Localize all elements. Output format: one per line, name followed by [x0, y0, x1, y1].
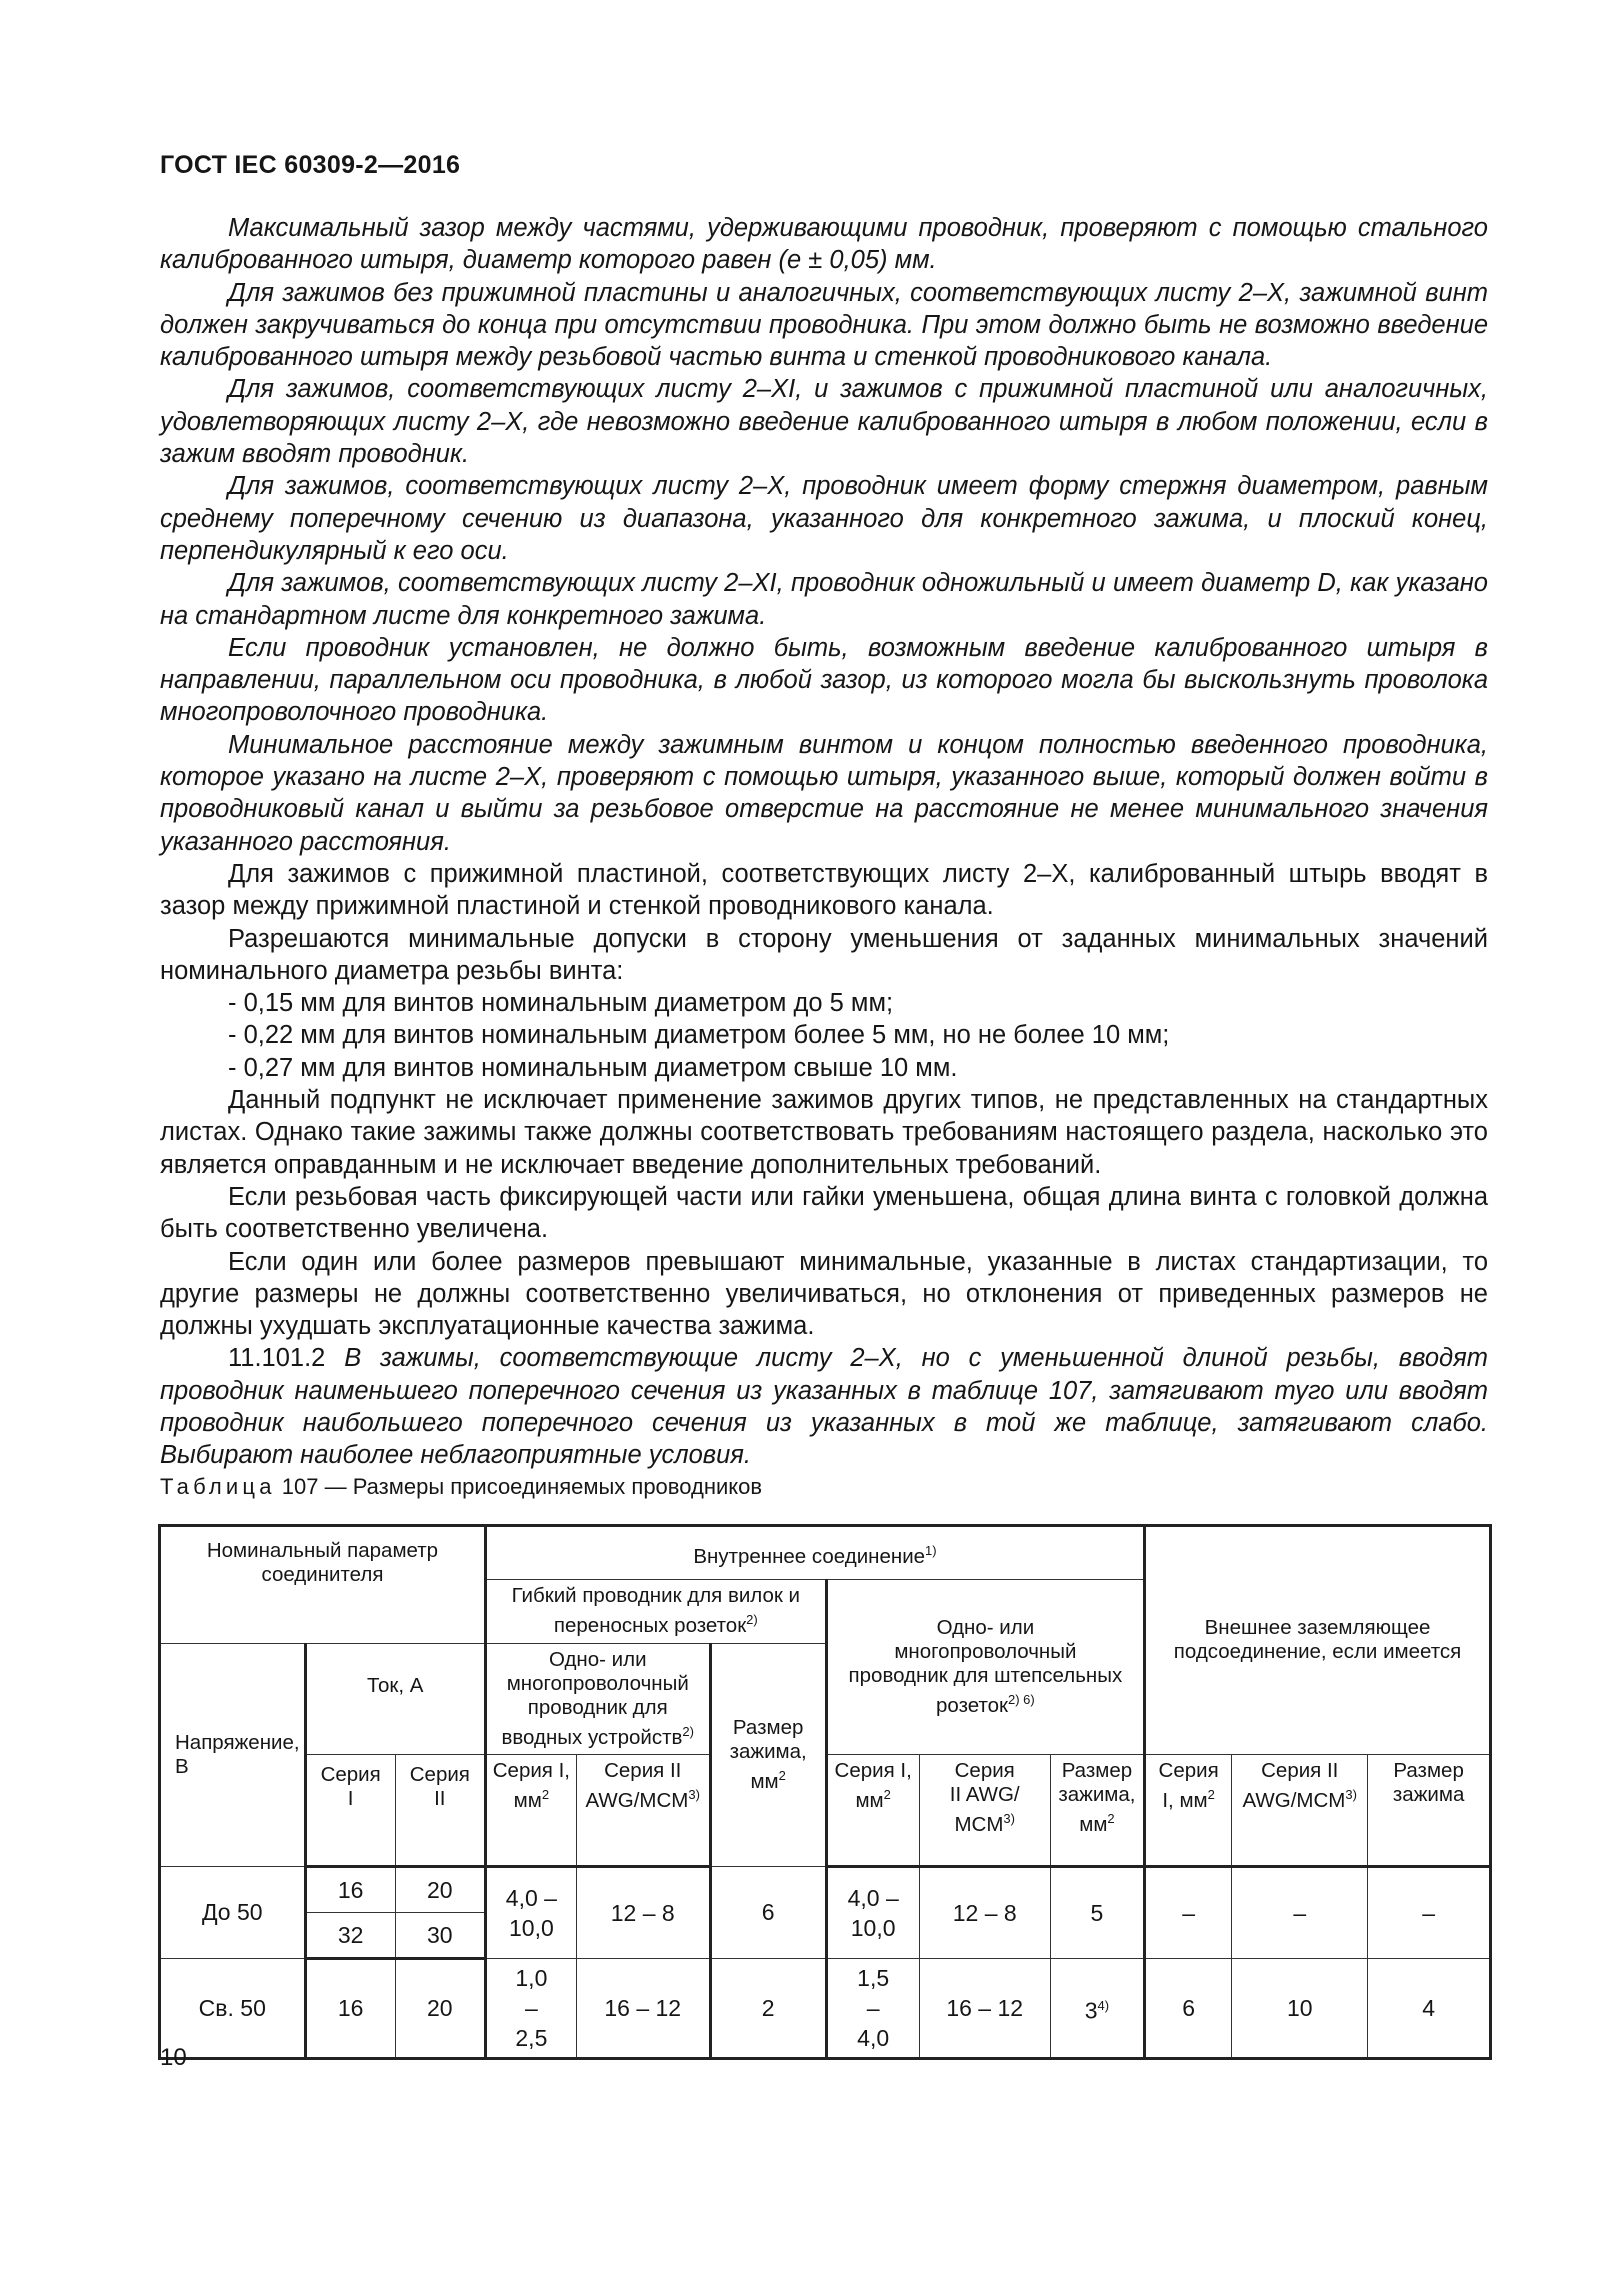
footnote-ref: 2 [883, 1786, 891, 1802]
header-internal-text: Внутреннее соединение [693, 1544, 926, 1568]
paragraph: Для зажимов без прижимной пластины и аналогичных, соответствующих листу 2–X, зажимной винт должен закручиваться до конца при отсутствии проводника. При этом должно быть не возможно введение калиброванного штыря между резьбовой частью винта и стенкой проводникового канала. [160, 278, 1488, 372]
footnote-ref: 3) [1003, 1810, 1015, 1826]
conductor-size-table [158, 1524, 1492, 2060]
cell-voltage: До 50 [160, 1866, 306, 1958]
header-ext-series1 [1145, 1754, 1232, 1866]
header-inlet-conductor [485, 1644, 710, 1755]
cell-value: – [1368, 1866, 1491, 1958]
paragraph: Для зажимов, соответствующих листу 2–X, проводник имеет форму стержня диаметром, равным среднему поперечному сечению из диапазона, указанного для конкретного зажима, и плоский конец, перпендикулярный к его оси. [160, 472, 1488, 565]
header-series1-text: Серия I, мм [1158, 1758, 1219, 1812]
header-series1-text: Серия I, мм [492, 1758, 570, 1812]
cell-value: 16 – 12 [576, 1958, 710, 2058]
footnote-ref: 1) [925, 1543, 937, 1558]
header-ext-clamp-size: Размер зажима [1368, 1754, 1491, 1866]
table-caption-text: 107 — Размеры присоединяемых проводников [281, 1474, 763, 1499]
footnote-ref: 3) [1345, 1786, 1357, 1802]
header-internal [485, 1526, 1144, 1580]
table-caption-label: Таблица [160, 1474, 276, 1499]
cell-current: 16 [305, 1958, 395, 2058]
paragraph: Если проводник установлен, не должно быть, возможным введение калиброванного штыря в направлении, параллельном оси проводника, в любой зазор, из которого могла бы выскользнуть проволока многопроволочного проводника. [160, 633, 1488, 727]
document-header: ГОСТ IEC 60309-2—2016 [160, 151, 461, 179]
paragraph: Если резьбовая часть фиксирующей части или гайки уменьшена, общая длина винта с головкой должна быть соответственно увеличена. [160, 1182, 1488, 1244]
cell-current: 32 [305, 1912, 395, 1958]
footnote-ref: 3) [688, 1786, 700, 1802]
cell-value: 6 [1145, 1958, 1232, 2058]
cell-value: 5 [1050, 1866, 1144, 1958]
paragraph: Для зажимов с прижимной пластиной, соответствующих листу 2–X, калиброванный штырь вводят в зазор между прижимной пластиной и стенкой проводникового канала. [160, 859, 1488, 921]
footnote-ref: 2) 6) [1008, 1692, 1035, 1707]
cell-current: 16 [305, 1866, 395, 1912]
cell-value: 12 – 8 [576, 1866, 710, 1958]
cell-value [1050, 1958, 1144, 2058]
clause-text: В зажимы, соответствующие листу 2–X, но с уменьшенной длиной резьбы, вводят проводник наименьшего поперечного сечения из указанных в таблице 107, затягивают туго или вводят проводник наибольшего поперечного сечения из указанных в той же таблице, затягивают слабо. Выбирают наиболее неблагоприятные условия. [160, 1344, 1488, 1470]
header-sock-series2 [919, 1754, 1050, 1866]
footnote-ref: 4) [1097, 1997, 1110, 2013]
cell-value: 4,0 – 10,0 [826, 1866, 919, 1958]
paragraph: Данный подпункт не исключает применение зажимов других типов, не представленных на стандартных листах. Однако такие зажимы также должны соответствовать требованиям настоящего раздела, насколько это является оправданным и не исключает введение дополнительных требований. [160, 1086, 1488, 1179]
paragraph: Максимальный зазор между частями, удерживающими проводник, проверяют с помощью стального калиброванного штыря, диаметр которого равен (е ± 0,05) мм. [160, 214, 1488, 275]
cell-value: 12 – 8 [919, 1866, 1050, 1958]
clause-number: 11.101.2 [228, 1344, 326, 1373]
header-nominal: Номинальный параметр соединителя [160, 1526, 486, 1644]
cell-value-text: 3 [1084, 1997, 1098, 2024]
footnote-ref: 2) [682, 1724, 694, 1739]
header-solid-stranded-text: Одно- или многопроволочный проводник для штепсельных розеток [848, 1616, 1123, 1717]
header-clamp-text: Размер зажима, мм [729, 1716, 807, 1793]
header-flex-clamp-size [710, 1644, 826, 1867]
header-series2-text: Серия II AWG/MCM [585, 1758, 689, 1812]
footnote-ref: 2 [541, 1786, 550, 1802]
cell-value: – [1145, 1866, 1232, 1958]
cell-current: 30 [395, 1912, 485, 1958]
header-inlet-text: Одно- или многопроволочный проводник для вводных устройств [501, 1648, 689, 1749]
list-item: - 0,22 мм для винтов номинальным диаметром более 5 мм, но не более 10 мм; [228, 1021, 1170, 1050]
header-sock-series1 [826, 1754, 919, 1866]
cell-value: 4,0 – 10,0 [485, 1866, 576, 1958]
header-flexible [485, 1580, 826, 1644]
header-series2-text: Серия II AWG/ MCM [949, 1758, 1020, 1836]
paragraph: Для зажимов, соответствующих листу 2–XI, проводник одножильный и имеет диаметр D, как указано на стандартном листе для конкретного зажима. [160, 569, 1488, 630]
footnote-ref: 2) [746, 1612, 758, 1627]
paragraph: Если один или более размеров превышают минимальные, указанные в листах стандартизации, то другие размеры не должны соответственно увеличиваться, но отклонения от приведенных размеров не должны ухудшать эксплуатационные качества зажима. [160, 1247, 1488, 1341]
header-voltage: Напряжение, В [160, 1644, 306, 1867]
header-flex-series1 [485, 1754, 576, 1866]
cell-voltage: Св. 50 [160, 1958, 306, 2058]
header-cur-series1: Серия I [305, 1754, 395, 1866]
header-clamp-text: Размер зажима, мм [1058, 1758, 1136, 1836]
cell-value: 1,0 – 2,5 [485, 1958, 576, 2058]
table-caption [160, 1474, 762, 1500]
body-text [160, 212, 1488, 1472]
header-sock-clamp-size [1050, 1754, 1144, 1866]
cell-value: 1,5 – 4,0 [826, 1958, 919, 2058]
header-external: Внешнее заземляющее подсоединение, если имеется [1145, 1526, 1491, 1755]
cell-value: – [1232, 1866, 1368, 1958]
cell-value: 10 [1232, 1958, 1368, 2058]
paragraph: Минимальное расстояние между зажимным винтом и концом полностью введенного проводника, которое указано на листе 2–X, проверяют с помощью штыря, указанного выше, который должен войти в проводниковый канал и выйти за резьбовое отверстие на расстояние не менее минимального значения указанного расстояния. [160, 730, 1488, 856]
cell-value: 6 [710, 1866, 826, 1958]
footnote-ref: 2 [1207, 1786, 1215, 1802]
cell-current: 20 [395, 1958, 485, 2058]
cell-current: 20 [395, 1866, 485, 1912]
paragraph: Разрешаются минимальные допуски в сторону уменьшения от заданных минимальных значений номинального диаметра резьбы винта: [160, 924, 1488, 985]
paragraph: Для зажимов, соответствующих листу 2–XI, и зажимов с прижимной пластиной или аналогичных, удовлетворяющих листу 2–X, где невозможно введение калиброванного штыря в любом положении, если в зажим вводят проводник. [160, 375, 1488, 469]
header-solid-stranded [826, 1580, 1144, 1755]
cell-value: 2 [710, 1958, 826, 2058]
header-flex-series2 [576, 1754, 710, 1866]
header-ext-series2 [1232, 1754, 1368, 1866]
footnote-ref: 2 [1107, 1810, 1115, 1826]
list-item: - 0,27 мм для винтов номинальным диаметром свыше 10 мм. [228, 1053, 958, 1082]
list-item: - 0,15 мм для винтов номинальным диаметром до 5 мм; [228, 989, 894, 1018]
cell-value: 16 – 12 [919, 1958, 1050, 2058]
header-cur-series2: Серия II [395, 1754, 485, 1866]
header-series1-text: Серия I, мм [834, 1758, 912, 1812]
clause-paragraph [160, 1342, 1488, 1471]
header-current: Ток, А [305, 1644, 485, 1755]
header-flexible-text: Гибкий проводник для вилок и переносных розеток [511, 1584, 801, 1637]
header-series2-text: Серия II AWG/MCM [1242, 1758, 1346, 1812]
page-number: 10 [160, 2044, 187, 2071]
footnote-ref: 2 [778, 1768, 786, 1783]
cell-value: 4 [1368, 1958, 1491, 2058]
